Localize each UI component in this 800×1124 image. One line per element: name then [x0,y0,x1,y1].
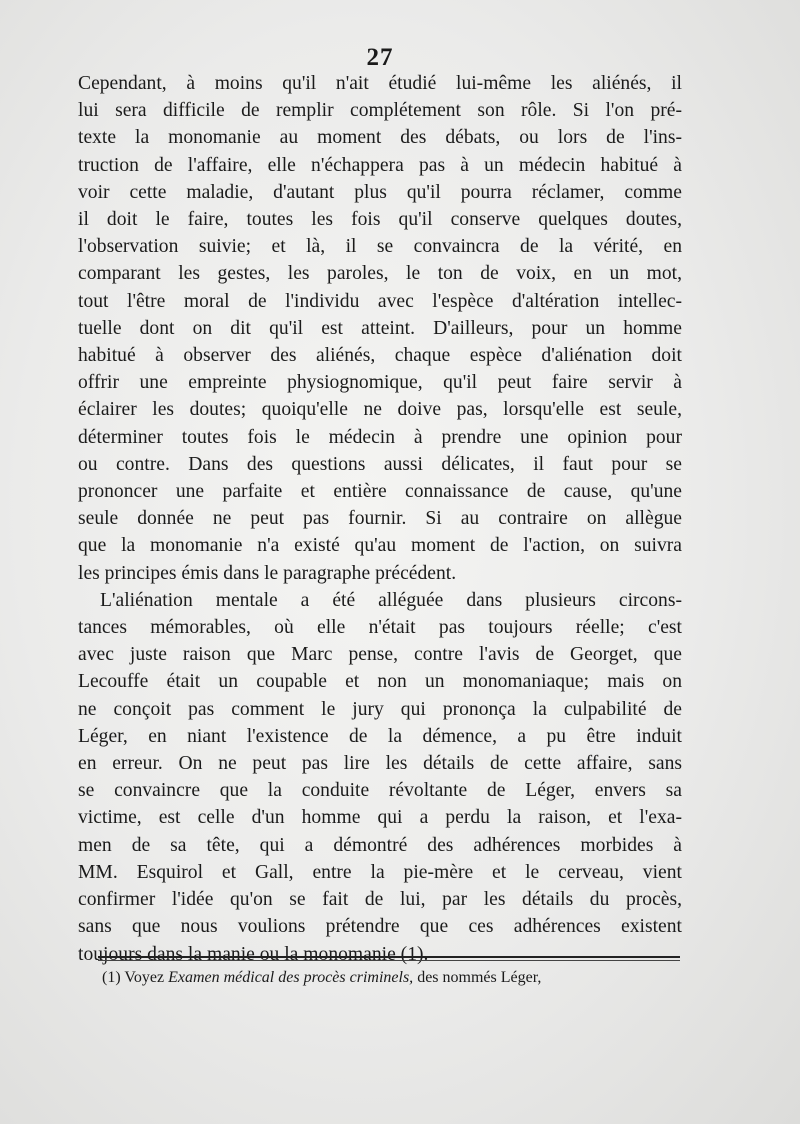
text-line: MM. Esquirol et Gall, entre la pie-mère et le cerveau, vient [78,861,682,883]
text-line: habitué à observer des aliénés, chaque espèce d'aliénation doit [78,345,682,367]
text-line: comparant les gestes, les paroles, le ton de voix, en un mot, [78,263,682,285]
paragraph [78,70,682,587]
text-line: tout l'être moral de l'individu avec l'espèce d'altération intellec- [78,290,682,312]
footnote-rest: des nommés Léger, [417,969,542,986]
text-line: men de sa tête, qui a démontré des adhérences morbides à [78,834,682,856]
text-line: tances mémorables, où elle n'était pas toujours réelle; c'est [78,617,682,639]
text-line: tuelle dont on dit qu'il est atteint. D'ailleurs, pour un homme [78,317,682,339]
text-line: ne conçoit pas comment le jury qui prononça la culpabilité de [78,698,682,720]
footnote-title: Examen médical des procès criminels, [168,969,414,986]
page-number: 27 [366,44,394,71]
text-line: ou contre. Dans des questions aussi délicates, il faut pour se [78,453,682,475]
text-line: avec juste raison que Marc pense, contre l'avis de Georget, que [78,644,682,666]
text-line: en erreur. On ne peut pas lire les détails de cette affaire, sans [78,753,682,775]
text-line: victime, est celle d'un homme qui a perdu la raison, et l'exa- [78,807,682,829]
text-line: Léger, en niant l'existence de la démence, a pu être induit [78,725,682,747]
footnote [102,967,687,989]
text-line: seule donnée ne peut pas fournir. Si au contraire on allègue [78,508,682,530]
text-line: se convaincre que la conduite révoltante de Léger, envers sa [78,780,682,802]
text-line: déterminer toutes fois le médecin à prendre une opinion pour [78,426,682,448]
text-line: Lecouffe était un coupable et non un monomaniaque; mais on [78,671,682,693]
text-line: texte la monomanie au moment des débats, ou lors de l'ins- [78,127,682,149]
text-line: voir cette maladie, d'autant plus qu'il pourra réclamer, comme [78,181,682,203]
text-line: que la monomanie n'a existé qu'au moment de l'action, on suivra [78,535,682,557]
footnote-rule [98,956,680,961]
text-line: les principes émis dans le paragraphe précédent. [78,562,457,584]
text-line: l'observation suivie; et là, il se convaincra de la vérité, en [78,236,682,258]
text-line: toujours dans la manie ou la monomanie (1). [78,943,429,965]
text-line: confirmer l'idée qu'on se fait de lui, par les détails du procès, [78,889,682,911]
text-line: Cependant, à moins qu'il n'ait étudié lui-même les aliénés, il [78,73,682,94]
text-line: sans que nous voulions prétendre que ces adhérences existent [78,916,682,938]
text-line: offrir une empreinte physiognomique, qu'il peut faire servir à [78,372,682,394]
text-line: éclairer les doutes; quoiqu'elle ne doive pas, lorsqu'elle est seule, [78,399,682,421]
text-line: lui sera difficile de remplir complétement son rôle. Si l'on pré- [78,100,682,122]
text-line: il doit le faire, toutes les fois qu'il conserve quelques doutes, [78,209,682,231]
body-text [78,70,682,968]
text-line: L'aliénation mentale a été alléguée dans plusieurs circons- [100,589,682,611]
footnote-marker: (1) Voyez [102,969,165,986]
text-line: truction de l'affaire, elle n'échappera pas à un médecin habitué à [78,154,682,176]
paragraph [78,587,682,968]
text-line: prononcer une parfaite et entière connaissance de cause, qu'une [78,481,682,503]
